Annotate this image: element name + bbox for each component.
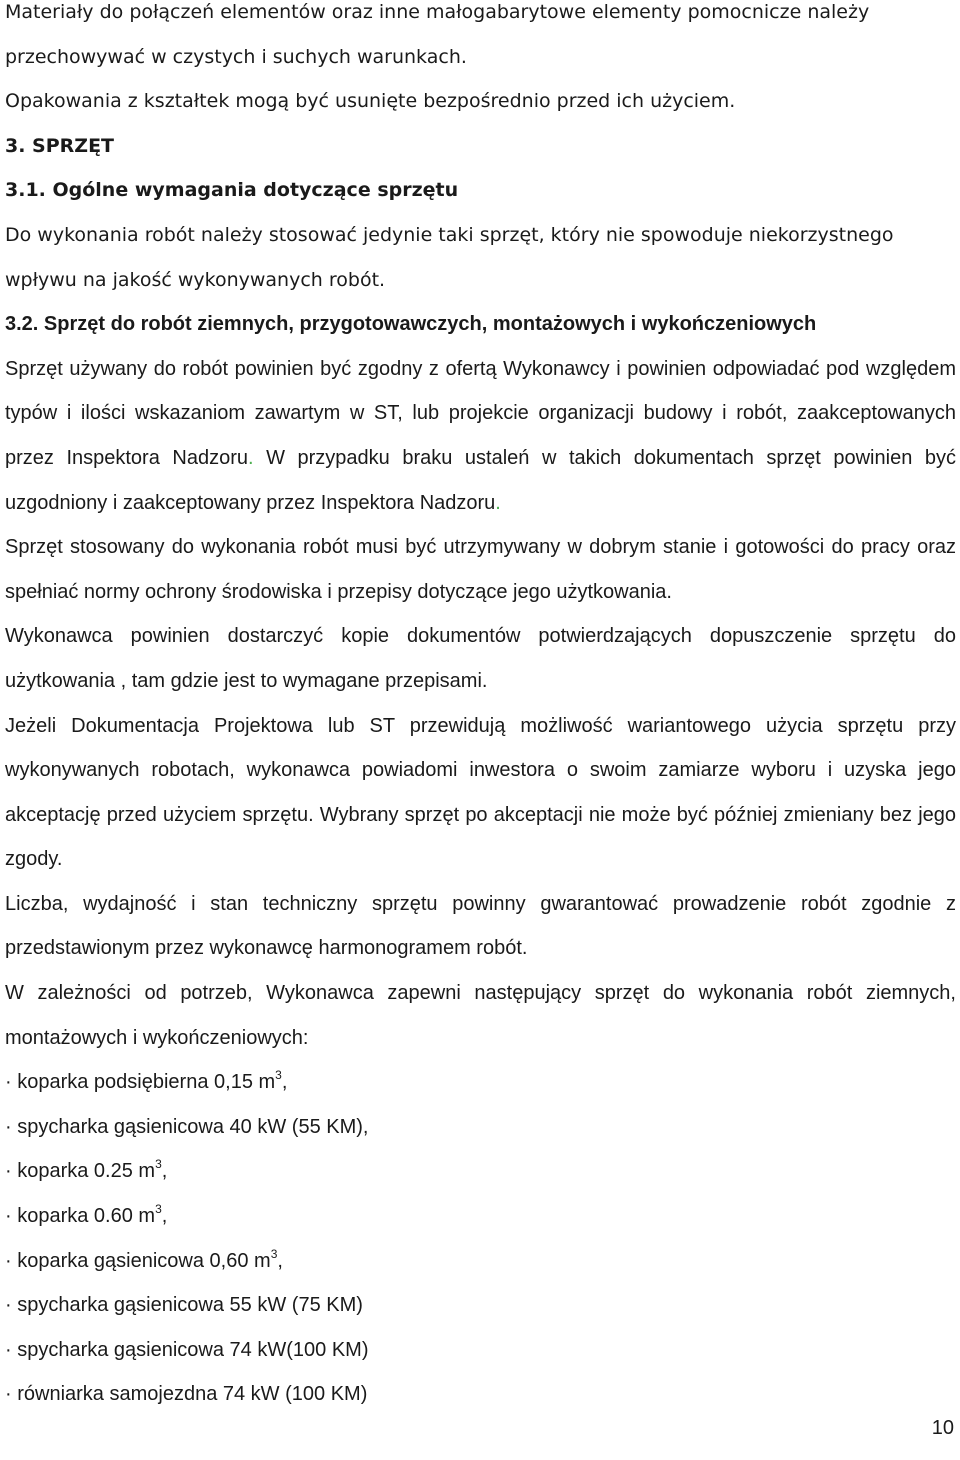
list-item-tail: , <box>281 1071 288 1094</box>
green-dot-2: . <box>495 491 501 514</box>
list-item-text: · koparka podsiębierna 0,15 m <box>5 1071 276 1094</box>
intro-text <box>5 0 956 124</box>
section-3-1-line-2: wpływu na jakość wykonywanych robót. <box>5 268 386 291</box>
section-3-1-line-1: Do wykonania robót należy stosować jedynie taki sprzęt, który nie spowoduje niekorzystnego <box>5 223 894 246</box>
list-item <box>5 1239 956 1284</box>
list-item-tail: , <box>277 1249 283 1272</box>
list-item-text: · spycharka gąsienicowa 74 kW(100 KM) <box>5 1338 369 1361</box>
section-3-heading: 3. SPRZĘT <box>5 134 115 157</box>
section-3-1-heading: 3.1. Ogólne wymagania dotyczące sprzętu <box>5 179 459 202</box>
list-item <box>5 1372 956 1417</box>
list-item <box>5 1149 956 1194</box>
list-item-text: · koparka 0.60 m <box>5 1205 156 1228</box>
list-item <box>5 1105 956 1150</box>
equipment-list <box>5 1060 956 1417</box>
superscript: 3 <box>155 1202 162 1217</box>
list-item-text: · spycharka gąsienicowa 40 kW (55 KM), <box>5 1115 369 1138</box>
list-item-text: · spycharka gąsienicowa 55 kW (75 KM) <box>5 1294 363 1317</box>
page-number: 10 <box>931 1417 954 1439</box>
superscript: 3 <box>270 1246 278 1261</box>
p1-rest: W przypadku braku ustaleń w takich dokumentach sprzęt powinien być uzgodniony i zaakceptowany przez Inspektora Nadzoru <box>5 446 956 514</box>
superscript: 3 <box>275 1068 282 1083</box>
paragraph-capacity: Liczba, wydajność i stan techniczny sprzętu powinny gwarantować prowadzenie robót zgodnie z przedstawionym przez wykonawcę harmonogramem robót. <box>5 892 956 960</box>
paragraph-documents: Wykonawca powinien dostarczyć kopie dokumentów potwierdzających dopuszczenie sprzętu do użytkowania , tam gdzie jest to wymagane przepisami. <box>5 625 956 692</box>
intro-line-3: Opakowania z kształtek mogą być usunięte bezpośrednio przed ich użyciem. <box>5 90 736 113</box>
paragraph-maintenance: Sprzęt stosowany do wykonania robót musi być utrzymywany w dobrym stanie i gotowości do pracy oraz spełniać normy ochrony środowiska i przepisy dotyczące jego użytkowania. <box>5 536 956 603</box>
paragraph-equipment-intro: W zależności od potrzeb, Wykonawca zapewni następujący sprzęt do wykonania robót ziemnych, montażowych i wykończeniowych: <box>5 982 956 1049</box>
list-item <box>5 1194 956 1239</box>
list-item-tail: , <box>161 1160 168 1183</box>
section-3-2-heading: 3.2. Sprzęt do robót ziemnych, przygotowawczych, montażowych i wykończeniowych <box>5 313 817 336</box>
list-item <box>5 1283 956 1328</box>
list-item <box>5 1060 956 1105</box>
intro-line-1: Materiały do połączeń elementów oraz inne małogabarytowe elementy pomocnicze należy <box>5 1 870 23</box>
green-dot-1: . <box>247 446 254 469</box>
paragraph-equipment-conformity <box>5 347 956 525</box>
intro-line-2: przechowywać w czystych i suchych warunkach. <box>5 45 467 68</box>
list-item-text: · koparka 0.25 m <box>5 1160 156 1183</box>
p1-main: Sprzęt używany do robót powinien być zgodny z ofertą Wykonawcy i powinien odpowiadać pod względem typów i ilości wskazaniom zawartym w ST, lub projekcie organizacji budowy i robót, zaakceptowanych przez Inspektora Nadzoru <box>5 357 956 469</box>
list-item-text: · równiarka samojezdna 74 kW (100 KM) <box>5 1383 368 1406</box>
superscript: 3 <box>155 1157 162 1172</box>
list-item-text: · koparka gąsienicowa 0,60 m <box>5 1249 271 1272</box>
list-item <box>5 1328 956 1373</box>
paragraph-variants: Jeżeli Dokumentacja Projektowa lub ST przewidują możliwość wariantowego użycia sprzętu przy wykonywanych robotach, wykonawca powiadomi inwestora o swoim zamiarze wyboru i uzyska jego akceptację przed użyciem sprzętu. Wybrany sprzęt po akceptacji nie może być później zmieniany bez jego zgody. <box>5 714 956 871</box>
list-item-tail: , <box>161 1205 168 1228</box>
